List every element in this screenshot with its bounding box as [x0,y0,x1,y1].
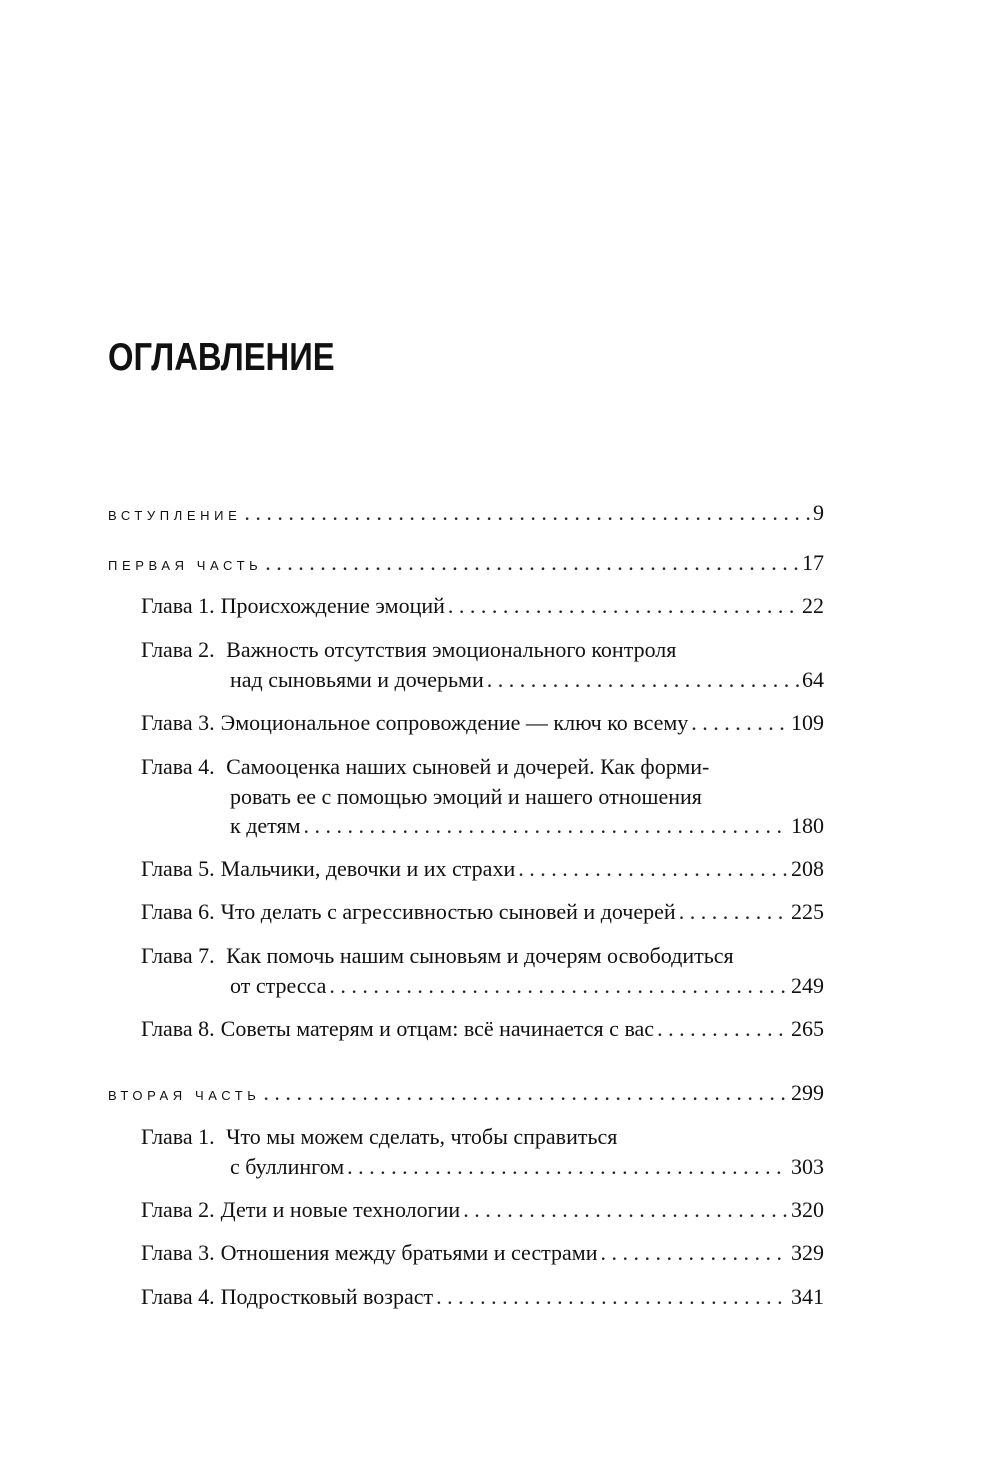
toc-page-number: 299 [791,1080,824,1105]
dot-leader [347,1152,788,1182]
dot-leader [329,971,788,1001]
toc-page-number: 265 [791,1016,824,1041]
toc-page-number: 249 [791,973,824,998]
chapter-number: Глава 2. [141,637,215,662]
toc-page-number: 22 [802,593,824,618]
toc-entry-part1[interactable] [108,548,824,578]
toc-entry-part2-ch4[interactable] [141,1282,824,1312]
toc-entry-part1-ch3[interactable] [141,708,824,738]
toc-part-label: ПЕРВАЯ ЧАСТЬ [108,558,263,573]
toc-page-number: 64 [802,667,824,692]
dot-leader [244,498,810,528]
page-title: ОГЛАВЛЕНИЕ [108,336,335,379]
toc-part-label: ВТОРАЯ ЧАСТЬ [108,1088,261,1103]
chapter-title: Что мы можем сделать, чтобы справиться [226,1124,618,1149]
dot-leader [487,665,799,695]
toc-entry-part2-ch1-line1[interactable] [141,1122,617,1152]
toc-part-label: ВСТУПЛЕНИЕ [108,508,242,523]
chapter-number: Глава 7. [141,943,215,968]
chapter-title: Подростковый возраст [220,1284,434,1309]
chapter-title: Советы матерям и отцам: всё начинается с вас [220,1016,655,1041]
chapter-title: Эмоциональное сопровождение — ключ ко всему [220,710,689,735]
chapter-number: Глава 3. [141,710,215,735]
toc-page-number: 17 [802,550,824,575]
toc-entry-part2-ch3[interactable] [141,1238,824,1268]
toc-page-number: 109 [791,710,824,735]
toc-entry-part1-ch2-line1[interactable] [141,635,676,665]
chapter-title-continued: от стресса [230,973,327,998]
dot-leader [463,1195,788,1225]
chapter-number: Глава 1. [141,1124,215,1149]
toc-page-number: 329 [791,1240,824,1265]
chapter-title: Самооценка наших сыновей и дочерей. Как форми- [226,754,710,779]
toc-entry-part1-ch4-line2: ровать ее с помощью эмоций и нашего отношения [230,784,702,809]
chapter-title: Происхождение эмоций [220,593,445,618]
toc-page-number: 9 [813,500,824,525]
chapter-number: Глава 4. [141,754,215,779]
dot-leader [448,591,799,621]
chapter-title: Важность отсутствия эмоционального контроля [226,637,677,662]
toc-entry-part2[interactable] [108,1078,824,1108]
dot-leader [265,548,799,578]
chapter-title-continued: над сыновьями и дочерьми [230,667,484,692]
toc-page-number: 303 [791,1154,824,1179]
toc-page-number: 180 [791,813,824,838]
dot-leader [263,1078,788,1108]
toc-entry-part1-ch4-line3[interactable] [230,811,824,841]
chapter-number: Глава 3. [141,1240,215,1265]
toc-entry-part2-ch2[interactable] [141,1195,824,1225]
toc-page-number: 225 [791,899,824,924]
chapter-title: Мальчики, девочки и их страхи [220,856,516,881]
dot-leader [679,897,788,927]
toc-entry-part1-ch8[interactable] [141,1014,824,1044]
toc-entry-part1-ch6[interactable] [141,897,824,927]
toc-page-number: 208 [791,856,824,881]
toc-entry-part1-ch7-line1[interactable] [141,941,734,971]
chapter-number: Глава 8. [141,1016,215,1041]
toc-entry-part1-ch7-line2[interactable] [230,971,824,1001]
dot-leader [304,811,788,841]
chapter-title: Как помочь нашим сыновьям и дочерям освободиться [226,943,734,968]
dot-leader [600,1238,788,1268]
dot-leader [518,854,788,884]
chapter-title: Дети и новые технологии [220,1197,461,1222]
chapter-number: Глава 5. [141,856,215,881]
chapter-title-continued: к детям [230,813,301,838]
toc-entry-part1-ch5[interactable] [141,854,824,884]
chapter-number: Глава 2. [141,1197,215,1222]
dot-leader [691,708,788,738]
chapter-number: Глава 6. [141,899,215,924]
chapter-title-continued: с буллингом [230,1154,345,1179]
toc-page-number: 320 [791,1197,824,1222]
toc-entry-intro[interactable] [108,498,824,528]
toc-entry-part1-ch1[interactable] [141,591,824,621]
toc-entry-part1-ch2-line2[interactable] [230,665,824,695]
dot-leader [657,1014,788,1044]
toc-entry-part2-ch1-line2[interactable] [230,1152,824,1182]
toc-page-number: 341 [791,1284,824,1309]
chapter-number: Глава 1. [141,593,215,618]
chapter-title: Что делать с агрессивностью сыновей и дочерей [220,899,676,924]
toc-entry-part1-ch4-line1[interactable] [141,752,709,782]
chapter-number: Глава 4. [141,1284,215,1309]
dot-leader [436,1282,788,1312]
chapter-title: Отношения между братьями и сестрами [220,1240,598,1265]
